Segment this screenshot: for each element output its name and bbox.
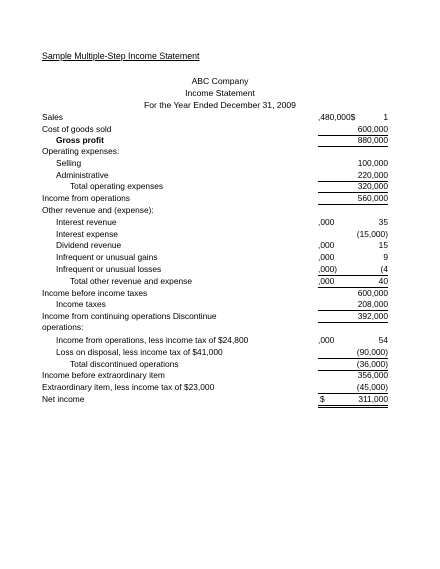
row-label: Extraordinary item, less income tax of $23,000 [42,382,215,392]
row-income-from-operations [0,193,440,204]
row-amount-b: 356,000 [357,370,388,380]
row-interest-expense [0,229,440,240]
row-amount-b: (4 [380,264,388,274]
row-operating-expenses-heading [0,146,440,157]
row-total-discontinued-operations [0,359,440,370]
row-amount-b: 600,000 [357,288,388,298]
row-amount-b: 208,000 [357,299,388,309]
row-total-operating-expenses [0,181,440,192]
row-label: Income from continuing operations Discontinue [42,311,217,321]
company-name: ABC Company [191,76,249,86]
row-label: Total discontinued operations [70,359,179,369]
row-other-revenue-heading [0,205,440,216]
row-label: Sales [42,112,63,122]
row-amount-b: (36,000) [356,359,388,369]
row-administrative [0,170,440,181]
row-label: Income from operations, less income tax of $24,800 [56,335,249,345]
row-label: Loss on disposal, less income tax of $41,000 [56,347,223,357]
row-operations-heading [0,322,440,333]
row-amount-b: 220,000 [357,170,388,180]
row-label: Interest expense [56,229,118,239]
row-amount-b: 392,000 [357,311,388,321]
row-label: Income before income taxes [42,288,148,298]
row-label: Selling [56,158,82,168]
row-label: operations: [42,322,84,332]
statement-period: For the Year Ended December 31, 2009 [144,100,296,110]
row-amount-b: 35 [378,217,388,227]
row-amount-a: ,000 [318,335,335,345]
row-income-before-taxes [0,288,440,299]
row-amount-b: (15,000) [356,229,388,239]
row-income-continuing-operations [0,311,440,322]
row-label: Income from operations [42,193,130,203]
row-amount-b: 100,000 [357,158,388,168]
row-amount-a: ,000 [318,252,335,262]
row-label: Income before extraordinary item [42,370,165,380]
row-unusual-losses [0,264,440,275]
row-dividend-revenue [0,240,440,251]
row-label: Total operating expenses [70,181,164,191]
row-net-income [0,394,440,405]
row-label: Other revenue and (expense): [42,205,154,215]
row-amount-b: 311,000 [358,394,388,404]
row-gross-profit [0,135,440,146]
row-amount-b: 9 [383,252,388,262]
row-amount-b: 15 [378,240,388,250]
row-cost-of-goods-sold [0,124,440,135]
row-label: Dividend revenue [56,240,122,250]
row-income-before-extraordinary [0,370,440,381]
row-label: Interest revenue [56,217,117,227]
row-label: Net income [42,394,85,404]
row-amount-b: (90,000) [356,347,388,357]
row-sales [0,112,440,123]
page-title: Sample Multiple-Step Income Statement [42,51,200,61]
row-amount-a: ,000 [318,276,335,286]
row-label: Gross profit [56,135,104,145]
row-amount-b: 560,000 [357,193,388,203]
row-label: Administrative [56,170,109,180]
row-amount-a: ,480,000$ [318,112,356,122]
row-income-discontinued-operations [0,335,440,346]
row-label: Cost of goods sold [42,124,112,134]
row-label: Operating expenses: [42,146,120,156]
row-amount-a: $ [320,394,325,404]
row-amount-b: 320,000 [357,181,388,191]
row-label: Infrequent or unusual gains [56,252,158,262]
row-label: Income taxes [56,299,106,309]
row-amount-b: 54 [378,335,388,345]
row-label: Infrequent or unusual losses [56,264,162,274]
row-selling [0,158,440,169]
row-amount-b: (45,000) [356,382,388,392]
row-amount-b: 880,000 [357,135,388,145]
row-amount-a: ,000) [318,264,338,274]
row-income-taxes [0,299,440,310]
row-unusual-gains [0,252,440,263]
row-total-other-revenue [0,276,440,287]
statement-name: Income Statement [185,88,255,98]
row-label: Total other revenue and expense [70,276,192,286]
row-amount-b: 40 [378,276,388,286]
row-extraordinary-item [0,382,440,393]
row-amount-b: 600,000 [357,124,388,134]
row-loss-on-disposal [0,347,440,358]
row-amount-a: ,000 [318,240,335,250]
row-amount-a: ,000 [318,217,335,227]
row-amount-b: 1 [383,112,388,122]
row-interest-revenue [0,217,440,228]
